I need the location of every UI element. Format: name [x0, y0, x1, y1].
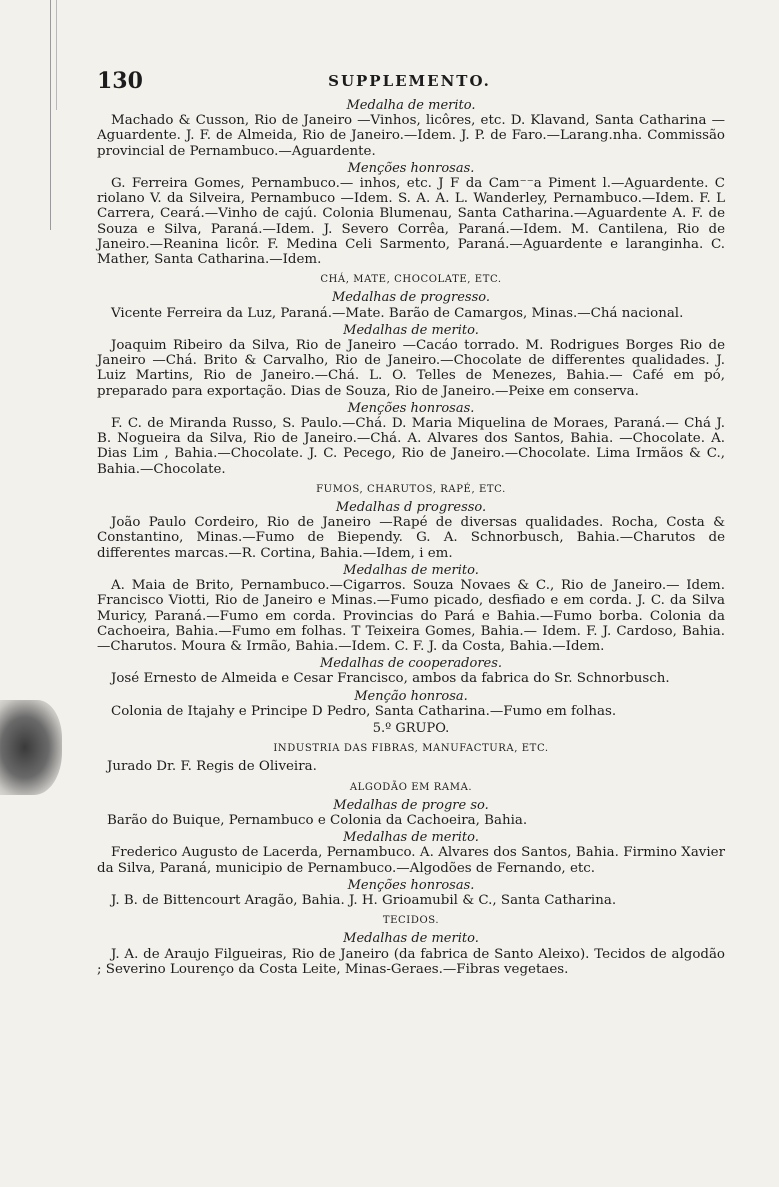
entry-paragraph: J. A. de Araujo Filgueiras, Rio de Janeiro (da fabrica de Santo Aleixo). Tecidos de algodão ; Severino Lourenço da Costa Leite, Minas-Geraes.—Fibras vegetaes. [97, 946, 725, 977]
entry-paragraph: G. Ferreira Gomes, Pernambuco.— inhos, etc. J F da Cam⁻⁻a Piment l.—Aguardente. C riolano V. da Silveira, Pernambuco —Idem. S. A. A. L. Wanderley, Pernambuco.—Idem. F. L Carrera, Ceará.—Vinho de cajú. Colonia Blumenau, Santa Catharina.—Aguardente A. F. de Souza e Silva, Paraná.—Idem. J. Severo Corrêa, Paraná.—Idem. M. Cantilena, Rio de Janeiro.—Reanina licôr. F. Medina Celi Sarmento, Paraná.—Aguardente e laranginha. C. Mather, Santa Catharina.—Idem. [97, 176, 725, 268]
award-heading: Medalhas de merito. [343, 562, 479, 578]
award-heading: Menções honrosas. [347, 160, 475, 176]
entry-paragraph: João Paulo Cordeiro, Rio de Janeiro —Rapé de diversas qualidades. Rocha, Costa & Constantino, Minas.—Fumo de Biependy. G. A. Schnorbusch, Bahia.—Charutos de differentes marcas.—R. Cortina, Bahia.—Idem, i em. [97, 515, 725, 561]
entry-paragraph: Frederico Augusto de Lacerda, Pernambuco. A. Alvares dos Santos, Bahia. Firmino Xavier da Silva, Paraná, municipio de Pernambuco.—Algodões de Fernando, etc. [97, 845, 725, 876]
category-heading: FUMOS, CHARUTOS, RAPÉ, ETC. [316, 483, 506, 495]
award-heading: Menções honrosas. [347, 877, 475, 893]
award-heading: Medalhas de cooperadores. [319, 656, 503, 672]
entry-paragraph: F. C. de Miranda Russo, S. Paulo.—Chá. D. Maria Miquelina de Moraes, Paraná.— Chá J. B. Nogueira da Silva, Rio de Janeiro.—Chá. A. Alvares dos Santos, Bahia. —Chocolate. A. Dias Lim , Bahia.—Chocolate. J. C. Pecego, Rio de Janeiro.—Chocolate. Lima Irmãos & C., Bahia.—Chocolate. [97, 416, 725, 477]
entry-paragraph: Barão do Buique, Pernambuco e Colonia da Cachoeira, Bahia. [107, 812, 528, 828]
running-title: SUPPLEMENTO. [328, 72, 491, 90]
entry-paragraph: Jurado Dr. F. Regis de Oliveira. [107, 759, 317, 775]
page-edge-line [50, 0, 51, 230]
award-heading: Medalhas de merito. [343, 322, 479, 338]
page-header [97, 68, 722, 96]
award-heading: Medalhas de progresso. [332, 290, 490, 306]
category-heading: ALGODÃO EM RAMA. [349, 781, 473, 793]
entry-paragraph: José Ernesto de Almeida e Cesar Francisco, ambos da fabrica do Sr. Schnorbusch. [111, 671, 670, 687]
award-heading: Medalhas de progre so. [333, 797, 489, 813]
entry-paragraph: Machado & Cusson, Rio de Janeiro —Vinhos, licôres, etc. D. Klavand, Santa Catharina —Aguardente. J. F. de Almeida, Rio de Janeiro.—Idem. J. P. de Faro.—Larang.nha. Commissão provincial de Pernambuco.—Aguardente. [97, 113, 725, 159]
award-heading: Menções honrosas. [347, 400, 475, 416]
award-heading: Menção honrosa. [354, 688, 468, 704]
group-heading: 5.º GRUPO. [372, 720, 450, 736]
document-body [97, 96, 725, 977]
entry-paragraph: A. Maia de Brito, Pernambuco.—Cigarros. Souza Novaes & C., Rio de Janeiro.— Idem. Francisco Viotti, Rio de Janeiro e Minas.—Fumo picado, desfiado e em corda. J. C. da Silva Muricy, Paraná.—Fumo em corda. Provincias do Pará e Bahia.—Fumo borba. Colonia da Cachoeira, Bahia.—Fumo em folhas. T Teixeira Gomes, Bahia.— Idem. F. J. Cardoso, Bahia.—Charutos. Moura & Irmão, Bahia.—Idem. C. F. J. da Costa, Bahia.—Idem. [97, 578, 725, 654]
award-heading: Medalhas de merito. [343, 830, 479, 846]
award-heading: Medalhas de merito. [343, 931, 479, 947]
entry-paragraph: J. B. de Bittencourt Aragão, Bahia. J. H. Grioamubil & C., Santa Catharina. [111, 892, 617, 908]
page-number: 130 [97, 68, 143, 94]
entry-paragraph: Vicente Ferreira da Luz, Paraná.—Mate. Barão de Camargos, Minas.—Chá nacional. [111, 305, 684, 321]
category-heading: INDUSTRIA DAS FIBRAS, MANUFACTURA, ETC. [273, 743, 549, 755]
page-edge-line [56, 0, 57, 110]
page-stain [0, 700, 62, 795]
category-heading: TECIDOS. [382, 915, 440, 927]
award-heading: Medalhas d progresso. [335, 500, 487, 516]
award-heading: Medalha de merito. [346, 98, 476, 113]
entry-paragraph: Colonia de Itajahy e Principe D Pedro, Santa Catharina.—Fumo em folhas. [111, 703, 617, 719]
entry-paragraph: Joaquim Ribeiro da Silva, Rio de Janeiro —Cacáo torrado. M. Rodrigues Borges Rio de Janeiro —Chá. Brito & Carvalho, Rio de Janeiro.—Chocolate de differentes qualidades. J. Luiz Martins, Rio de Janeiro.—Chá. L. O. Telles de Menezes, Bahia.— Café em pó, preparado para exportação. Dias de Souza, Rio de Janeiro.—Peixe em conserva. [97, 338, 725, 399]
category-heading: CHÁ, MATE, CHOCOLATE, ETC. [320, 274, 502, 286]
